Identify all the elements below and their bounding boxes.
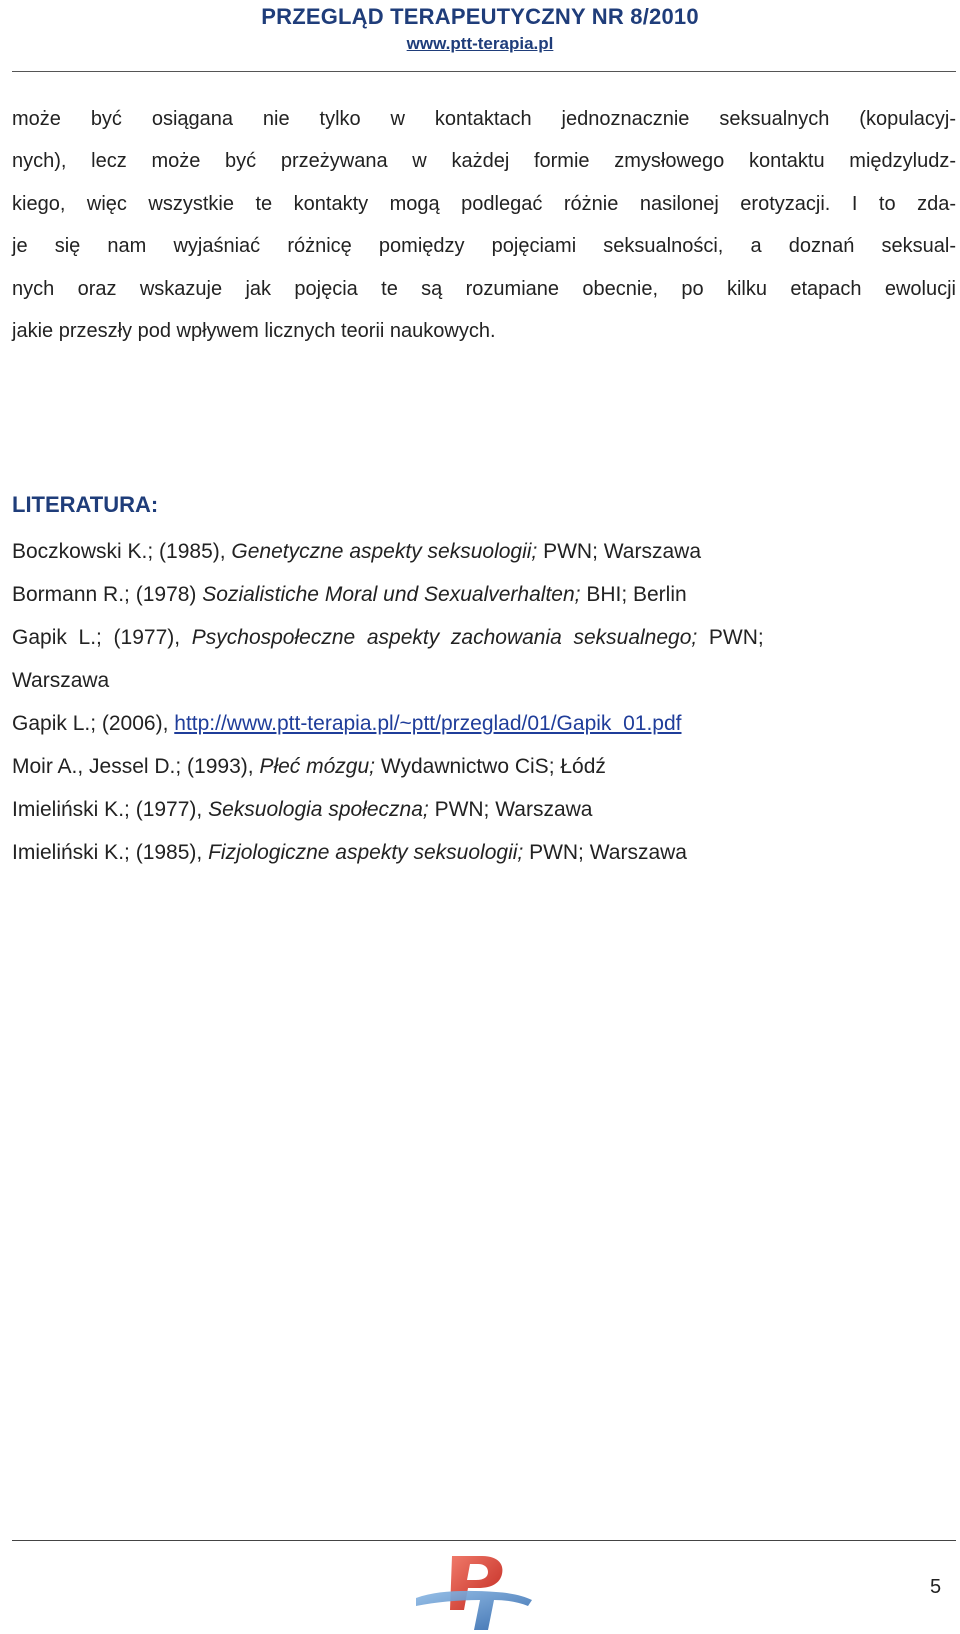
- ref-title: Psychospołeczne aspekty zachowania seksualnego;: [191, 626, 698, 649]
- ref-author: Imieliński K.: [12, 798, 125, 821]
- reference-list: [12, 530, 956, 874]
- ref-author: Boczkowski K.: [12, 540, 148, 563]
- ref-title: Seksuologia społeczna;: [208, 798, 429, 821]
- journal-url-link[interactable]: www.ptt-terapia.pl: [406, 34, 554, 53]
- body-line: może być osiągana nie tylko w kontaktach jednoznacznie seksualnych (kopulacyj-: [12, 108, 956, 130]
- body-line: nych), lecz może być przeżywana w każdej formie zmysłowego kontaktu międzyludz-: [12, 150, 956, 173]
- page-number: 5: [930, 1576, 942, 1598]
- ref-publisher: Wydawnictwo CiS; Łódź: [375, 755, 606, 778]
- ref-title: Genetyczne aspekty seksuologii;: [231, 540, 538, 563]
- header-divider: [12, 71, 956, 72]
- reference-item: [12, 573, 956, 616]
- ref-author: Moir A., Jessel D.: [12, 755, 176, 778]
- body-line: jakie przeszły pod wpływem licznych teorii naukowych.: [12, 319, 496, 342]
- reference-item: [12, 702, 956, 745]
- reference-item: [12, 616, 956, 659]
- ref-publisher: PWN; Warszawa: [537, 540, 701, 563]
- ref-author: Gapik L.: [12, 626, 97, 649]
- ref-year: ; (2006),: [90, 712, 175, 735]
- ref-title: Płeć mózgu;: [259, 755, 375, 778]
- body-line: je się nam wyjaśniać różnicę pomiędzy pojęciami seksualności, a doznań seksual-: [12, 235, 956, 258]
- ref-url-link[interactable]: http://www.ptt-terapia.pl/~ptt/przeglad/01/Gapik_01.pdf: [174, 712, 682, 735]
- journal-title: PRZEGLĄD TERAPEUTYCZNY NR 8/2010: [261, 4, 699, 29]
- ref-year: ; (1985),: [147, 540, 232, 563]
- reference-item: [12, 745, 956, 788]
- ref-publisher: PWN;: [697, 626, 764, 649]
- ref-author: Bormann R.: [12, 583, 125, 606]
- body-line: kiego, więc wszystkie te kontakty mogą podlegać różnie nasilonej erotyzacji. I to zda-: [12, 192, 956, 215]
- ref-year: ; (1977),: [96, 626, 192, 649]
- literature-heading: LITERATURA:: [12, 492, 159, 517]
- ref-publisher: PWN; Warszawa: [523, 841, 687, 864]
- reference-item-continuation: Warszawa: [12, 669, 110, 692]
- ref-publisher: PWN; Warszawa: [428, 798, 593, 821]
- reference-item: [12, 530, 956, 573]
- ref-year: ; (1978): [124, 583, 203, 606]
- ref-publisher: BHI; Berlin: [580, 583, 687, 606]
- ref-year: ; (1985),: [124, 841, 209, 864]
- reference-item: [12, 831, 956, 874]
- ref-title: Sozialistiche Moral und Sexualverhalten;: [202, 583, 581, 606]
- ref-year: ; (1993),: [175, 755, 260, 778]
- ref-author: Gapik L.: [12, 712, 91, 735]
- article-body: [12, 98, 956, 352]
- ref-year: ; (1977),: [124, 798, 209, 821]
- footer-divider: [12, 1540, 956, 1541]
- ptt-logo-icon: [408, 1552, 538, 1632]
- ref-author: Imieliński K.: [12, 841, 125, 864]
- body-line: nych oraz wskazuje jak pojęcia te są rozumiane obecnie, po kilku etapach ewolucji: [12, 277, 956, 300]
- ref-title: Fizjologiczne aspekty seksuologii;: [208, 841, 524, 864]
- reference-item: [12, 788, 956, 831]
